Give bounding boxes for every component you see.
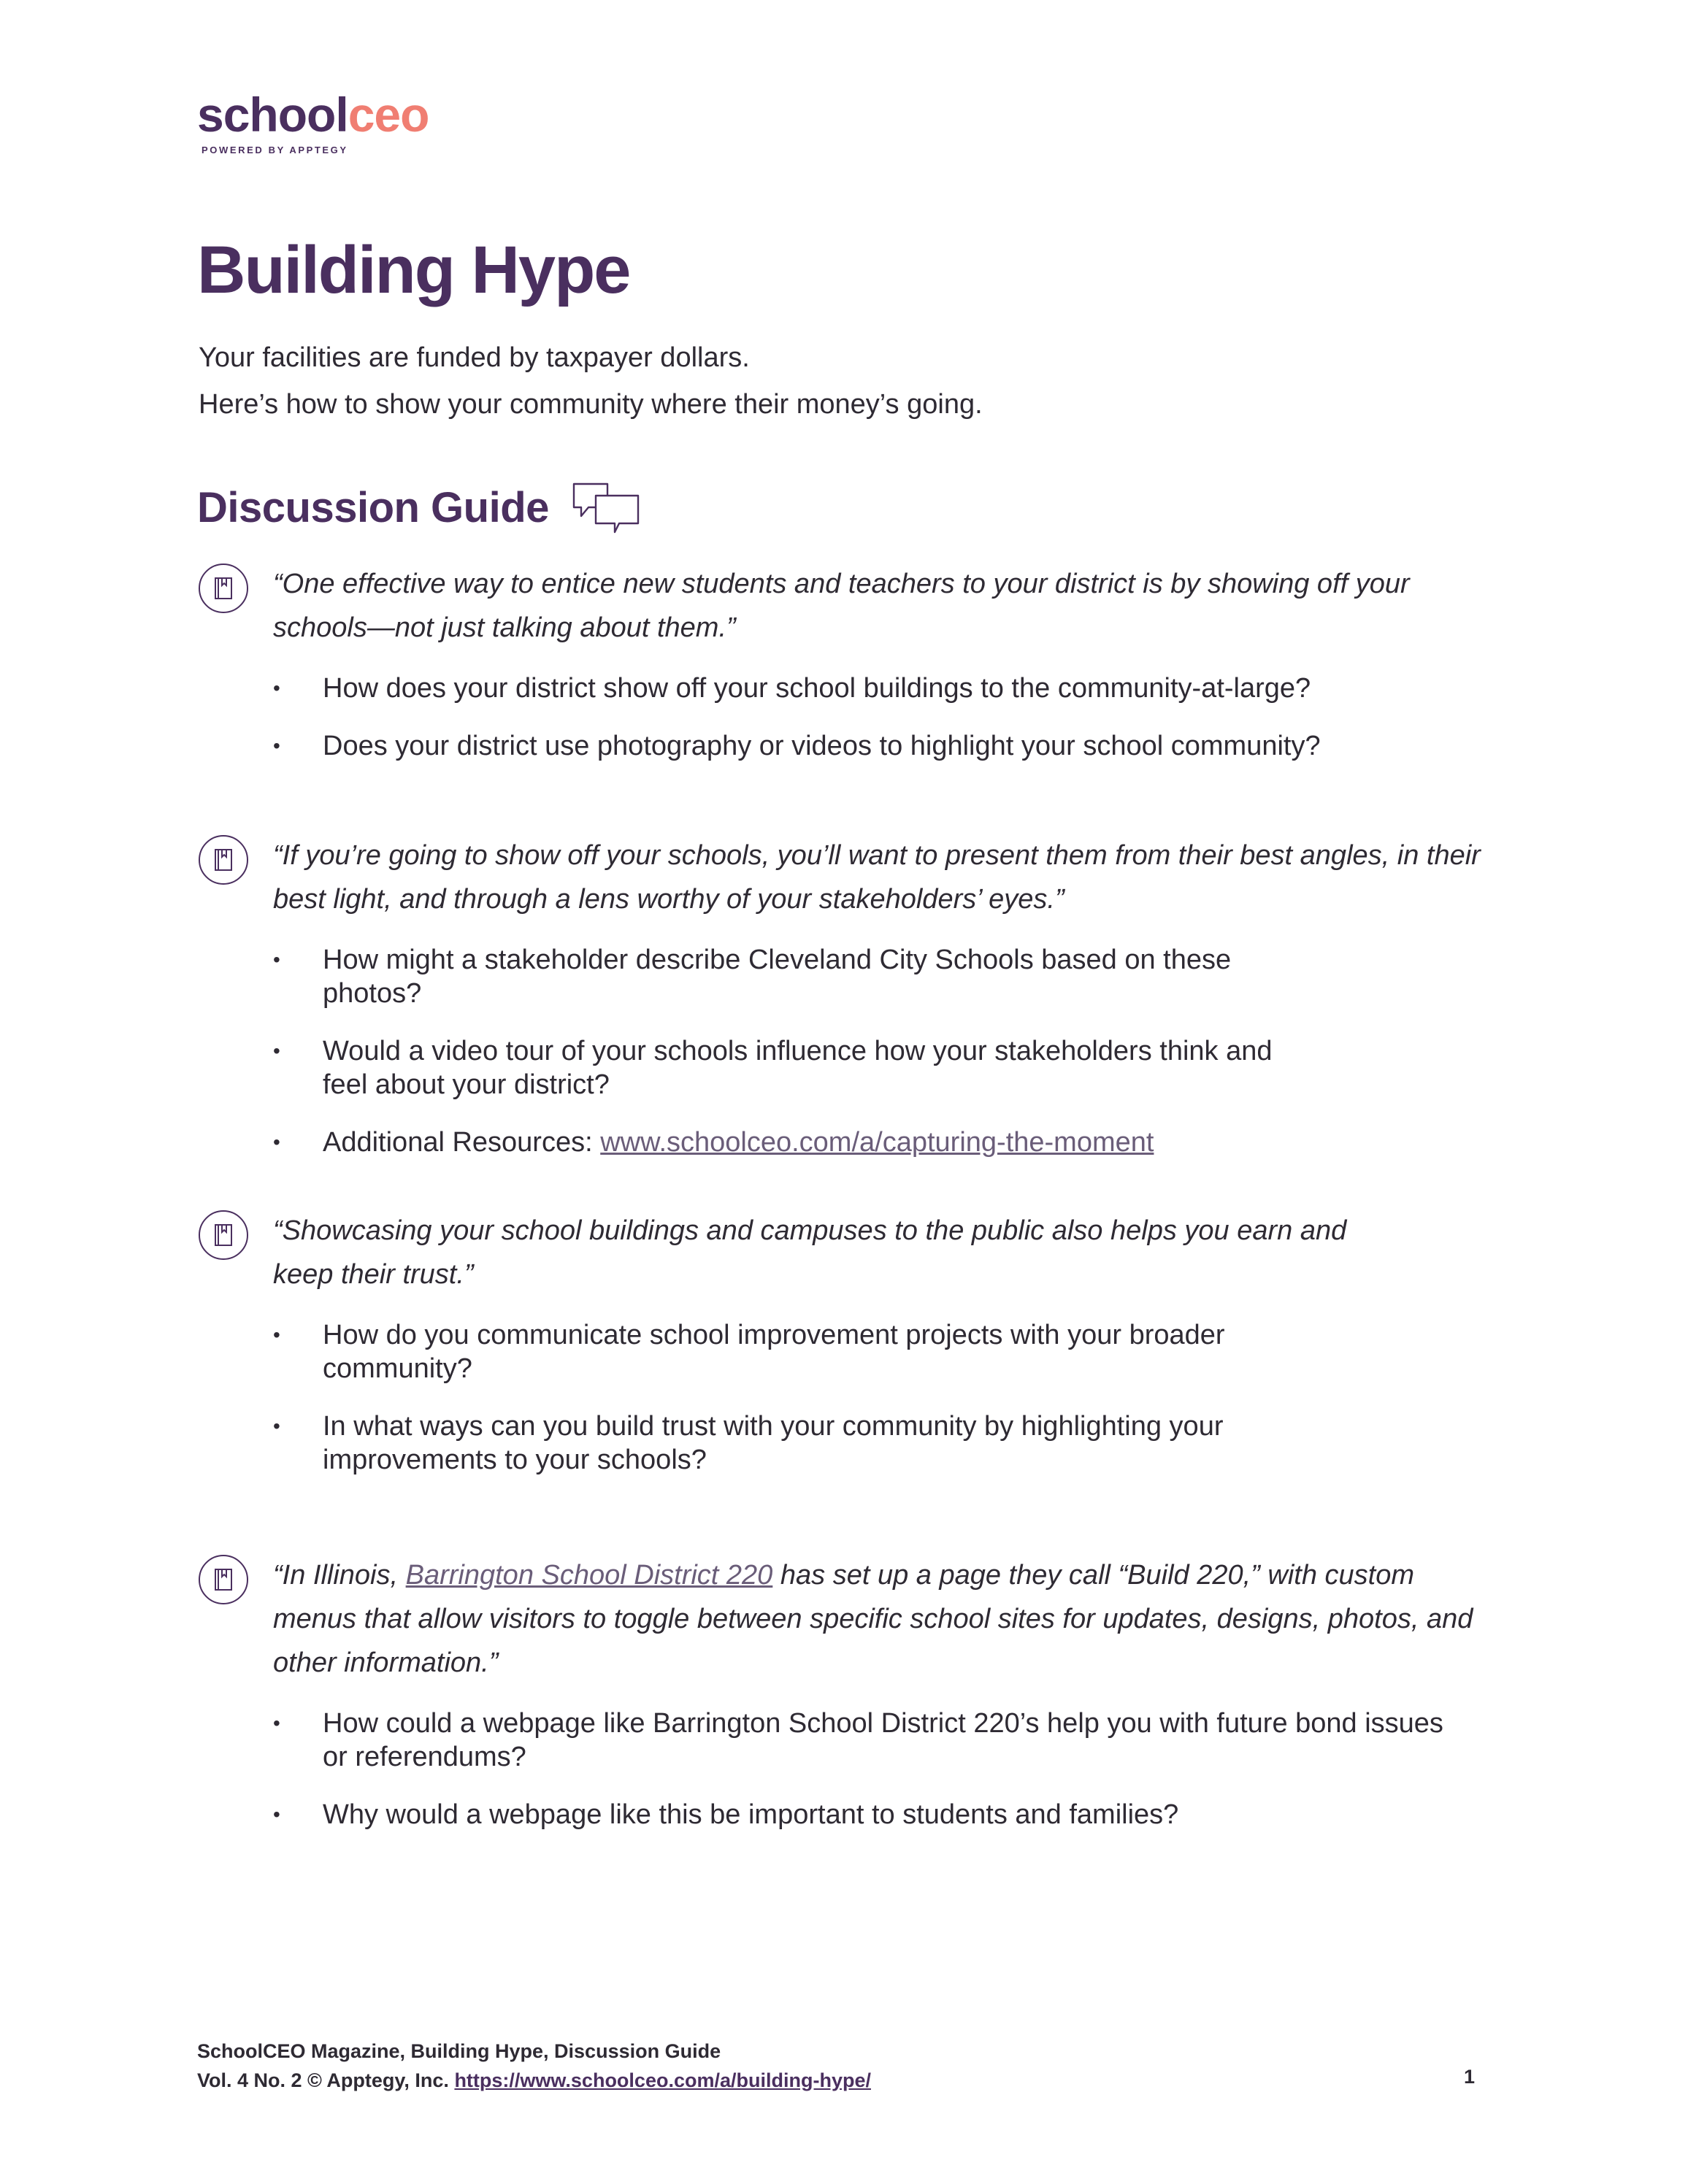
subtitle-line-2: Here’s how to show your community where their money’s going. <box>199 389 983 420</box>
book-circle-icon <box>197 1553 250 1606</box>
question-item: • How does your district show off your school buildings to the community-at-large? <box>273 672 1497 705</box>
capturing-the-moment-link[interactable]: www.schoolceo.com/a/capturing-the-moment <box>600 1127 1154 1158</box>
building-hype-link[interactable]: https://www.schoolceo.com/a/building-hype/ <box>454 2069 871 2091</box>
subtitle-line-1: Your facilities are funded by taxpayer dollars. <box>199 342 750 373</box>
discussion-guide-title: Discussion Guide <box>197 483 549 531</box>
page-footer <box>197 2037 871 2095</box>
question-list <box>273 672 1497 763</box>
page-title: Building Hype <box>197 233 630 307</box>
question-item: • Why would a webpage like this be important to students and families? <box>273 1798 1456 1831</box>
discussion-section-3 <box>197 1209 1497 1501</box>
section-quote: “Showcasing your school buildings and campuses to the public also helps you earn and keep their trust.” <box>273 1215 1347 1290</box>
discussion-section-4 <box>197 1553 1497 1856</box>
section-quote: “One effective way to entice new students and teachers to your district is by showing off your schools—not just talking about them.” <box>273 569 1410 643</box>
discussion-guide-heading <box>197 478 642 537</box>
book-circle-icon <box>197 562 250 615</box>
schoolceo-logo <box>197 88 429 155</box>
logo-tagline: POWERED BY APPTEGY <box>202 145 348 155</box>
resources-label: Additional Resources: <box>323 1127 601 1158</box>
section-quote: “In Illinois, Barrington School District 220 has set up a page they call “Build 220,” with custom menus that allow visitors to toggle between specific school sites for updates, designs, photos, and other information.” <box>273 1560 1473 1678</box>
question-item: • How could a webpage like Barrington School District 220’s help you with future bond issues or referendums? <box>273 1707 1456 1774</box>
speech-bubbles-icon <box>569 478 642 537</box>
question-item-resources <box>273 1126 1295 1159</box>
question-item: • In what ways can you build trust with your community by highlighting your improvements to your schools? <box>273 1410 1354 1477</box>
question-item: • Would a video tour of your schools influence how your stakeholders think and feel about your district? <box>273 1034 1295 1101</box>
barrington-district-link[interactable]: Barrington School District 220 <box>405 1560 773 1591</box>
page-number: 1 <box>1464 2066 1476 2088</box>
question-list <box>273 1707 1456 1831</box>
question-item: • How do you communicate school improvement projects with your broader community? <box>273 1318 1354 1385</box>
discussion-section-2 <box>197 834 1497 1183</box>
book-circle-icon <box>197 834 250 886</box>
page-subtitle <box>199 334 983 428</box>
book-circle-icon <box>197 1209 250 1261</box>
question-item: • Does your district use photography or videos to highlight your school community? <box>273 729 1497 763</box>
question-list <box>273 1318 1354 1477</box>
discussion-section-1 <box>197 562 1497 787</box>
section-quote: “If you’re going to show off your schools, you’ll want to present them from their best angles, in their best light, and through a lens worthy of your stakeholders’ eyes.” <box>273 840 1481 915</box>
logo-ceo-text: ceo <box>348 88 429 142</box>
question-item: • How might a stakeholder describe Cleveland City Schools based on these photos? <box>273 943 1295 1010</box>
question-list <box>273 943 1295 1159</box>
logo-school-text: school <box>197 88 348 142</box>
footer-line-2: Vol. 4 No. 2 © Apptegy, Inc. https://www.schoolceo.com/a/building-hype/ <box>197 2069 871 2091</box>
footer-line-1: SchoolCEO Magazine, Building Hype, Discussion Guide <box>197 2040 721 2062</box>
